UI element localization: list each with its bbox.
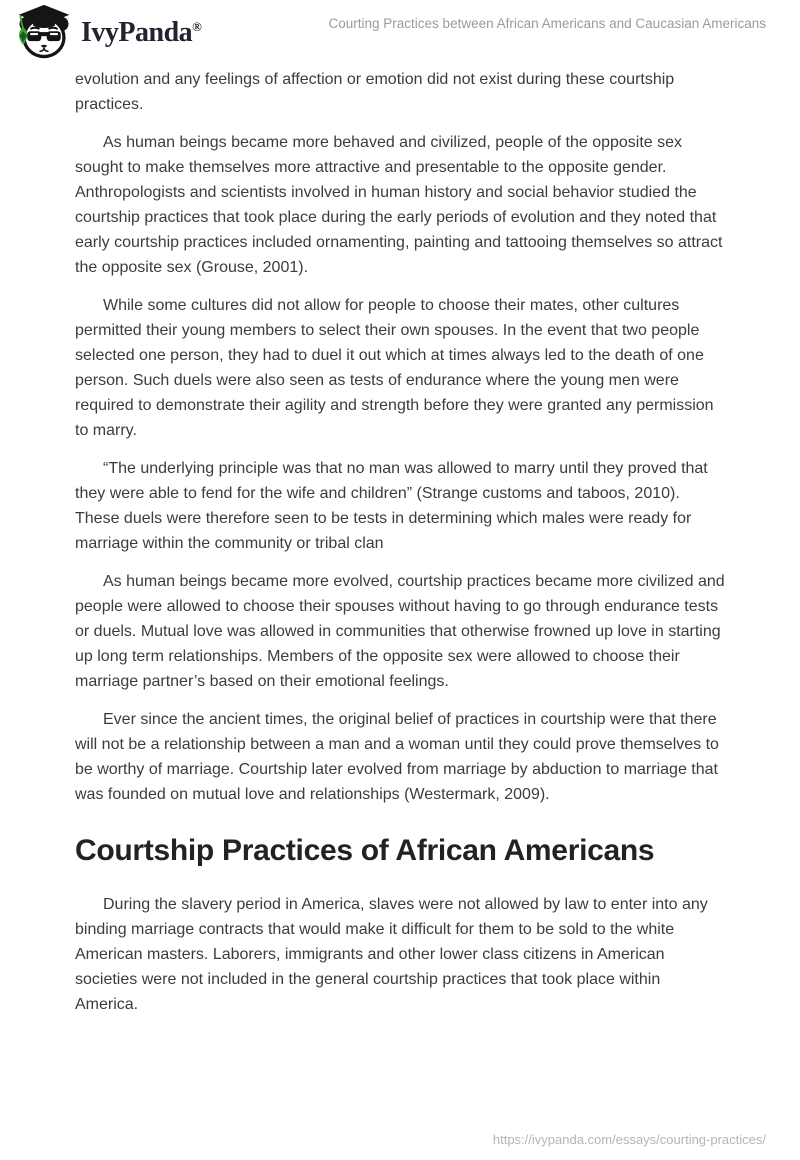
essay-content xyxy=(75,67,726,1030)
brand-name-text: IvyPanda xyxy=(81,17,193,48)
paragraph: Ever since the ancient times, the original belief of practices in courtship were that there will not be a relationship between a man and a woman until they could prove themselves to be worthy of marriage. Courtship later evolved from marriage by abduction to marriage that was founded on mutual love and relationships (Westermark, 2009). xyxy=(75,711,719,803)
source-url: https://ivypanda.com/essays/courting-practices/ xyxy=(492,1132,766,1147)
paragraph: As human beings became more evolved, courtship practices became more civilized and people were allowed to choose their spouses without having to go through endurance tests or duels. Mutual love was allowed in communities that otherwise frowned up love in starting up long term relationships. Members of the opposite sex were allowed to choose their marriage partner’s based on their emotional feelings. xyxy=(75,573,725,690)
paragraph: evolution and any feelings of affection or emotion did not exist during these courtship practices. xyxy=(75,71,675,113)
panda-graduate-icon xyxy=(15,4,73,62)
paragraph: As human beings became more behaved and civilized, people of the opposite sex sought to make themselves more attractive and presentable to the opposite gender. Anthropologists and scientists involved in human history and social behavior studied the courtship practices that took place during the early periods of evolution and they noted that early courtship practices included ornamenting, painting and tattooing themselves so attract the opposite sex (Grouse, 2001). xyxy=(75,134,723,276)
paragraph: While some cultures did not allow for people to choose their mates, other cultures permitted their young members to select their own spouses. In the event that two people selected one person, they had to duel it out which at times always led to the death of one person. Such duels were also seen as tests of endurance where the young men were required to demonstrate their agility and strength before they were granted any permission to marry. xyxy=(75,297,714,439)
paragraph: During the slavery period in America, slaves were not allowed by law to enter into any binding marriage contracts that would make it difficult for them to be sold to the white American masters. Laborers, immigrants and other lower class citizens in American societies were not included in the general courtship practices that took place within America. xyxy=(75,896,708,1013)
brand-name xyxy=(81,19,201,47)
section-heading: Courtship Practices of African Americans xyxy=(75,834,655,867)
paragraph: “The underlying principle was that no man was allowed to marry until they proved that they were able to fend for the wife and children” (Strange customs and taboos, 2010). These duels were therefore seen to be tests in determining which males were ready for marriage within the community or tribal clan xyxy=(75,460,708,552)
running-head-title: Courting Practices between African Americans and Caucasian Americans xyxy=(328,16,766,31)
brand xyxy=(15,4,201,62)
registered-mark: ® xyxy=(192,19,202,34)
page-header xyxy=(0,0,800,70)
